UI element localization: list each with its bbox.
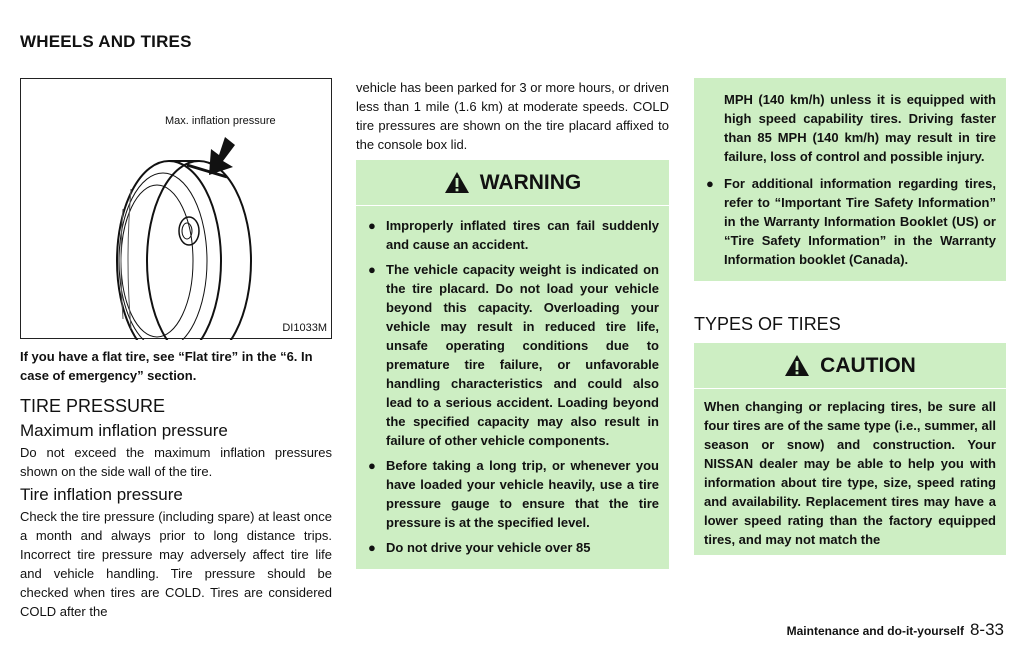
warning-text: Before taking a long trip, or whenever you have loaded your vehicle heavily, use a tire pressure gauge to ensure that the tire pressure is at the specified level. <box>386 458 659 530</box>
list-item <box>366 538 659 557</box>
list-item <box>366 260 659 450</box>
tire-inflation-text: Check the tire pressure (including spare) at least once a month and always prior to long distance trips. Incorrect tire pressure may adversely affect tire life and vehicle handling. Tire pressure should be checked when tires are COLD. Tires are considered COLD after the <box>20 509 332 619</box>
bullet-icon: ● <box>368 218 376 233</box>
warning-text: MPH (140 km/h) unless it is equipped with high speed capability tires. Driving faster than 85 MPH (140 km/h) may result in tire failure, loss of control and possible injury. <box>724 92 996 164</box>
caution-title: CAUTION <box>820 353 916 377</box>
list-item <box>704 90 996 166</box>
types-of-tires-heading: TYPES OF TIRES <box>694 314 841 334</box>
figure-id: DI1033M <box>282 322 327 334</box>
caution-header <box>694 343 1006 388</box>
warning-continued-box <box>694 78 1006 281</box>
flat-tire-note: If you have a flat tire, see “Flat tire” in the “6. In case of emergency” section. <box>20 349 313 383</box>
warning-header <box>356 160 669 205</box>
warning-body <box>356 205 669 569</box>
warning-box <box>356 160 669 569</box>
page-footer <box>787 620 1004 640</box>
caution-text: When changing or replacing tires, be sure all four tires are of the same type (i.e., summer, all season or snow) and construction. Your NISSAN dealer may be able to help you with information about tire type, size, speed rating and availability. Replacement tires may have a lower speed rating than the factory equipped tires, and may not match the <box>694 388 1006 555</box>
page-number: 8-33 <box>969 620 1004 639</box>
bullet-icon: ● <box>368 458 376 473</box>
bullet-icon: ● <box>706 176 714 191</box>
tire-figure <box>20 78 332 339</box>
warning-text: Improperly inflated tires can fail suddenly and cause an accident. <box>386 218 659 252</box>
max-inflation-heading: Maximum inflation pressure <box>20 421 228 440</box>
page-header: WHEELS AND TIRES <box>20 32 192 51</box>
column-middle <box>356 78 669 569</box>
list-item <box>366 216 659 254</box>
caution-box <box>694 343 1006 555</box>
bullet-icon: ● <box>368 262 376 277</box>
cold-pressure-text: vehicle has been parked for 3 or more hours, or driven less than 1 mile (1.6 km) at moderate speeds. COLD tire pressures are shown on the tire placard affixed to the console box lid. <box>356 80 669 152</box>
warning-list <box>356 206 669 569</box>
warning-title: WARNING <box>479 170 582 194</box>
bullet-icon: ● <box>368 540 376 555</box>
column-left <box>20 78 332 621</box>
column-right <box>694 78 1006 555</box>
max-inflation-text: Do not exceed the maximum inflation pressures shown on the side wall of the tire. <box>20 445 332 479</box>
warning-text: Do not drive your vehicle over 85 <box>386 540 591 555</box>
caution-triangle-icon <box>784 354 810 377</box>
warning-continued-list <box>704 90 996 269</box>
tire-inflation-heading: Tire inflation pressure <box>20 485 183 504</box>
warning-text: The vehicle capacity weight is indicated on the tire placard. Do not load your vehicle beyond this capacity. Overloading your vehicle may result in reduced tire life, unsafe operating conditions due to premature tire failure, or unfavorable handling characteristics and could also lead to a serious accident. Loading beyond the specified capacity may also result in failure of other vehicle components. <box>386 262 659 448</box>
figure-label: Max. inflation pressure <box>165 115 276 127</box>
warning-triangle-icon <box>444 171 470 194</box>
list-item <box>704 174 996 269</box>
info-text: For additional information regarding tires, refer to “Important Tire Safety Information” in the Warranty Information Booklet (US) or “Tire Safety Information” in the Warranty Information booklet (Canada). <box>724 176 996 267</box>
list-item <box>366 456 659 532</box>
tire-pressure-heading: TIRE PRESSURE <box>20 396 166 416</box>
footer-section: Maintenance and do-it-yourself <box>786 624 964 638</box>
